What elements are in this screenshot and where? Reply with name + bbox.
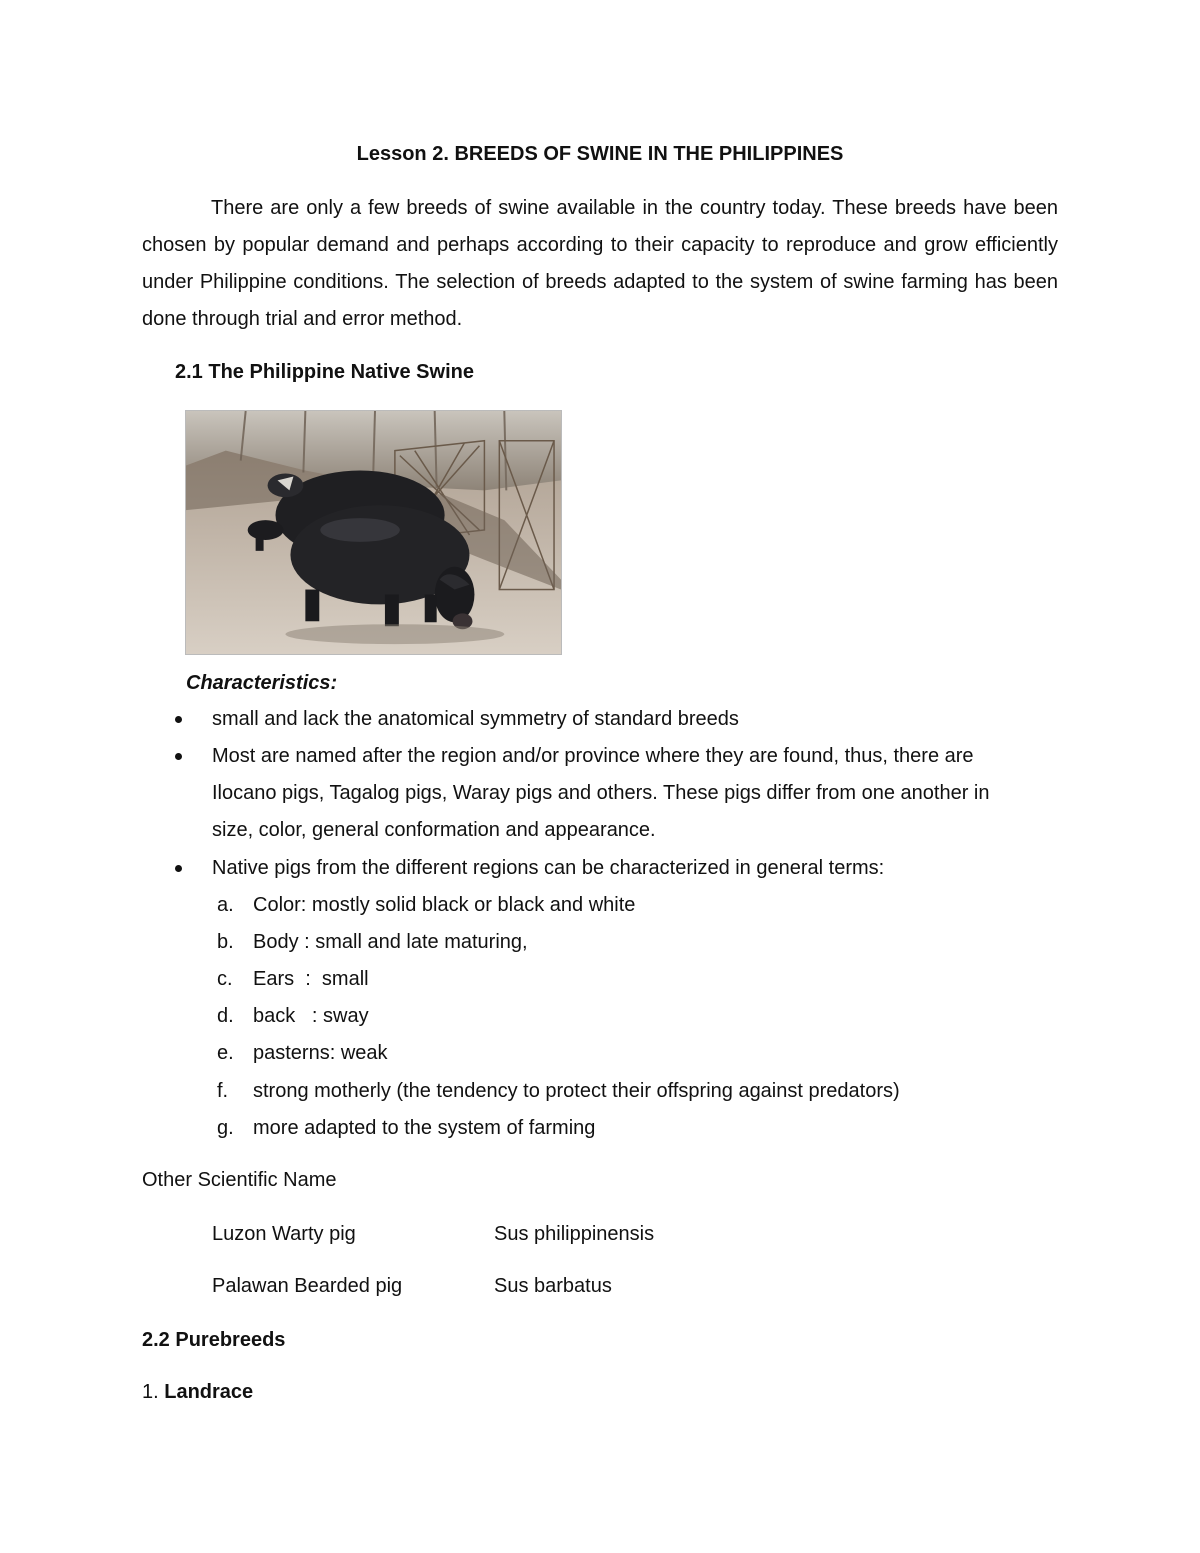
bullet-icon — [175, 716, 182, 723]
sub-item-text: Body : small and late maturing, — [253, 931, 528, 953]
bullet-item: small and lack the anatomical symmetry of standard breeds — [212, 708, 739, 730]
scientific-name: Sus barbatus — [494, 1275, 612, 1297]
common-name: Palawan Bearded pig — [212, 1275, 403, 1297]
lesson-title: Lesson 2. BREEDS OF SWINE IN THE PHILIPPINES — [356, 143, 844, 165]
sub-item-text: back : sway — [253, 1005, 369, 1027]
purebreed-item — [142, 1380, 253, 1404]
bullet-item: Most are named after the region and/or province where they are found, thus, there are — [212, 745, 974, 767]
bullet-icon — [175, 753, 182, 760]
sub-item-text: pasterns: weak — [253, 1042, 388, 1064]
sub-item-text: Color: mostly solid black or black and white — [253, 894, 636, 916]
sub-item-text: strong motherly (the tendency to protect their offspring against predators) — [253, 1080, 900, 1102]
sub-item-marker: f. — [217, 1080, 229, 1102]
purebreed-name: Landrace — [164, 1381, 254, 1403]
sub-item-text: Ears : small — [253, 968, 369, 990]
intro-paragraph — [142, 190, 1058, 338]
scientific-name: Sus philippinensis — [494, 1223, 655, 1245]
sub-item-marker: g. — [217, 1117, 234, 1139]
sub-item-text: more adapted to the system of farming — [253, 1117, 596, 1139]
common-name: Luzon Warty pig — [212, 1223, 356, 1245]
sub-item-marker: d. — [217, 1005, 234, 1027]
scientific-name-heading: Other Scientific Name — [142, 1169, 337, 1191]
purebreed-number: 1. — [142, 1381, 165, 1403]
bullet-icon — [175, 865, 182, 872]
sub-item-marker: b. — [217, 931, 234, 953]
bullet-item: Native pigs from the different regions can be characterized in general terms: — [212, 857, 885, 879]
sub-item-marker: a. — [217, 894, 234, 916]
native-swine-photo — [185, 410, 562, 655]
intro-text: There are only a few breeds of swine available in the country today. These breeds have been chosen by popular demand and perhaps according to their capacity to reproduce and grow efficiently under Philippine conditions. The selection of breeds adapted to the system of swine farming has been done through trial and error method. — [142, 197, 1058, 330]
sub-item-marker: e. — [217, 1042, 234, 1064]
sub-item-marker: c. — [217, 968, 233, 990]
bullet-item-continuation: size, color, general conformation and appearance. — [212, 819, 656, 841]
bullet-item-continuation: Ilocano pigs, Tagalog pigs, Waray pigs and others. These pigs differ from one another in — [212, 782, 990, 804]
section-2-1-heading: 2.1 The Philippine Native Swine — [175, 361, 474, 383]
section-2-2-heading: 2.2 Purebreeds — [142, 1329, 286, 1351]
characteristics-label: Characteristics: — [186, 672, 338, 694]
